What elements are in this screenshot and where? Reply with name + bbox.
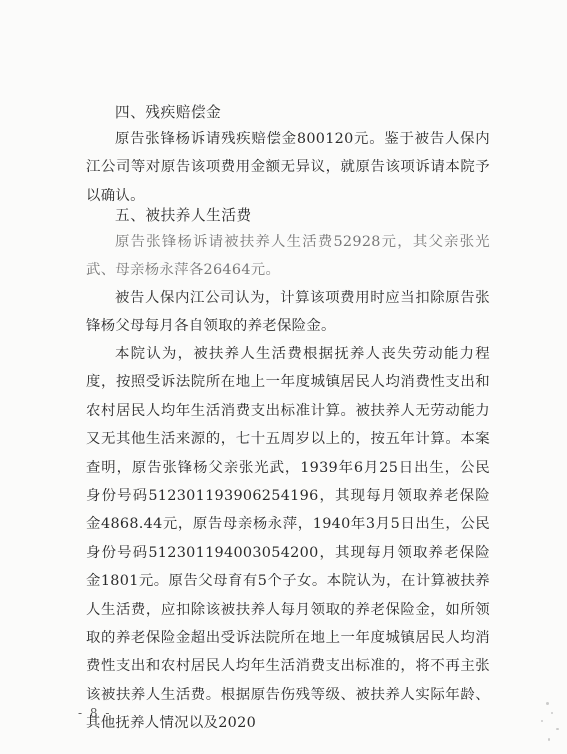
section-heading-dependent-living-expenses: 五、被扶养人生活费 [115,207,252,224]
scan-speck [541,720,543,722]
paragraph-court-opinion: 本院认为，被扶养人生活费根据抚养人丧失劳动能力程度，按照受诉法院所在地上一年度城镇居民人均消费性支出和农村居民人均年生活消费支出标准计算。被扶养人无劳动能力又无其他生活来源的，七十五周岁以上的，按五年计算。本案查明，原告张锋杨父亲张光武，1939年6月25日出生，公民身份号码512301193906254196，其现每月领取养老保险金4868.44元，原告母亲杨永萍，1940年3月5日出生，公民身份号码512301194003054200，其现每月领取养老保险金1801元。原告父母育有5个子女。本院认为，在计算被扶养人生活费，应扣除该被扶养人每月领取的养老保险金，如所领取的养老保险金超出受诉法院所在地上一年度城镇居民人均消费性支出和农村居民人均年生活消费支出标准的，将不再主张该被扶养人生活费。根据原告伤残等级、被扶养人实际年龄、其他抚养人情况以及2020 [86,346,490,732]
paragraph-dependent-claim: 原告张锋杨诉请被扶养人生活费52928元，其父亲张光武、母亲杨永萍各26464元。 [86,234,490,279]
paragraph-defendant-opinion: 被告人保内江公司认为，计算该项费用时应当扣除原告张锋杨父母每月各自领取的养老保险金。 [86,290,490,335]
scan-speck [556,728,559,730]
paragraph-disability-compensation: 原告张锋杨诉请残疾赔偿金800120元。鉴于被告人保内江公司等对原告该项费用金额无异议，就原告该项诉请本院予以确认。 [86,131,490,204]
scan-speck [548,738,550,741]
scan-speck [546,702,549,705]
section-heading-disability-compensation: 四、残疾赔偿金 [115,104,222,121]
page-number: - 8 - [78,706,112,720]
scan-speck [551,712,553,714]
